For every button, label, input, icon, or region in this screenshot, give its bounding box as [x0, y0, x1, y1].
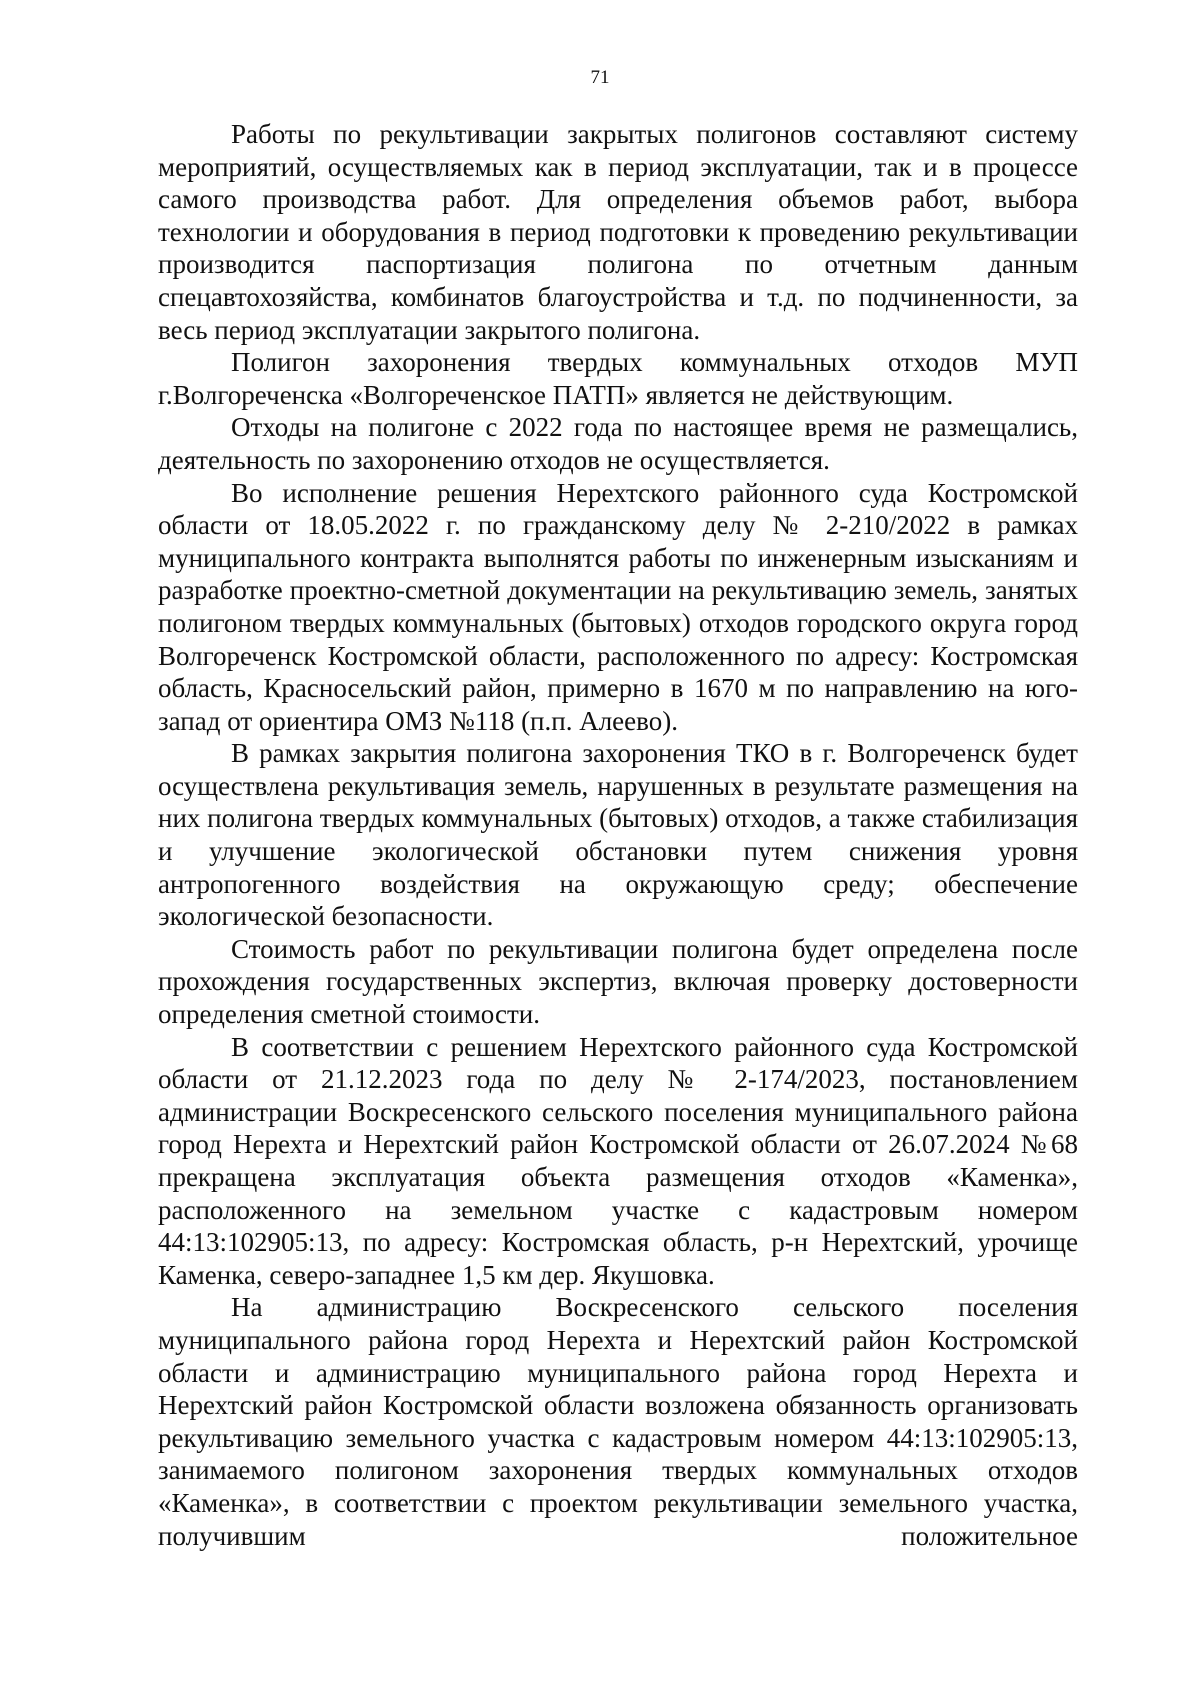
page-number: 71	[590, 67, 610, 88]
paragraph-court-decision-2023: В соответствии с решением Нерехтского районного суда Костромской области от 21.12.2023 года по делу № 2-174/2023, постановлением администрации Воскресенского сельского поселения муниципального района город Нерехта и Нерехтский район Костромской области от 26.07.2024 №68 прекращена эксплуатация объекта размещения отходов «Каменка», расположенного на земельном участке с кадастровым номером 44:13:102905:13, по адресу: Костромская область, р-н Нерехтский, урочище Каменка, северо-западнее 1,5 км дер. Якушовка.	[158, 1031, 1078, 1290]
paragraph-landfill-status: Полигон захоронения твердых коммунальных отходов МУП г.Волгореченска «Волгореченское ПАТП» является не действующим.	[158, 347, 1078, 410]
paragraph-court-decision-2022: Во исполнение решения Нерехтского районного суда Костромской области от 18.05.2022 г. по гражданскому делу № 2-210/2022 в рамках муниципального контракта выполнятся работы по инженерным изысканиям и разработке проектно-сметной документации на рекультивацию земель, занятых полигоном твердых коммунальных (бытовых) отходов городского округа город Волгореченск Костромской области, расположенного по адресу: Костромская область, Красносельский район, примерно в 1670 м по направлению на юго-запад от ориентира ОМЗ №118 (п.п. Алеево).	[158, 477, 1078, 736]
document-body	[158, 118, 1078, 1552]
paragraph-administration-duty: На администрацию Воскресенского сельского поселения муниципального района город Нерехта и Нерехтский район Костромской области и администрацию муниципального района город Нерехта и Нерехтский район Костромской области возложена обязанность организовать рекультивацию земельного участка с кадастровым номером 44:13:102905:13, занимаемого полигоном захоронения твердых коммунальных отходов «Каменка», в соответствии с проектом рекультивации земельного участка, получившим положительное	[158, 1292, 1078, 1551]
paragraph-landfill-closure: В рамках закрытия полигона захоронения ТКО в г. Волгореченск будет осуществлена рекультивация земель, нарушенных в результате размещения на них полигона твердых коммунальных (бытовых) отходов, а также стабилизация и улучшение экологической обстановки путем снижения уровня антропогенного воздействия на окружающую среду; обеспечение экологической безопасности.	[158, 738, 1078, 932]
paragraph-cost: Стоимость работ по рекультивации полигона будет определена после прохождения государственных экспертиз, включая проверку достоверности определения сметной стоимости.	[158, 933, 1078, 1030]
paragraph-reclamation-works: Работы по рекультивации закрытых полигонов составляют систему мероприятий, осуществляемых как в период эксплуатации, так и в процессе самого производства работ. Для определения объемов работ, выбора технологии и оборудования в период подготовки к проведению рекультивации производится паспортизация полигона по отчетным данным спецавтохозяйства, комбинатов благоустройства и т.д. по подчиненности, за весь период эксплуатации закрытого полигона.	[158, 119, 1078, 345]
paragraph-waste-disposal: Отходы на полигоне с 2022 года по настоящее время не размещались, деятельность по захоронению отходов не осуществляется.	[158, 412, 1078, 475]
